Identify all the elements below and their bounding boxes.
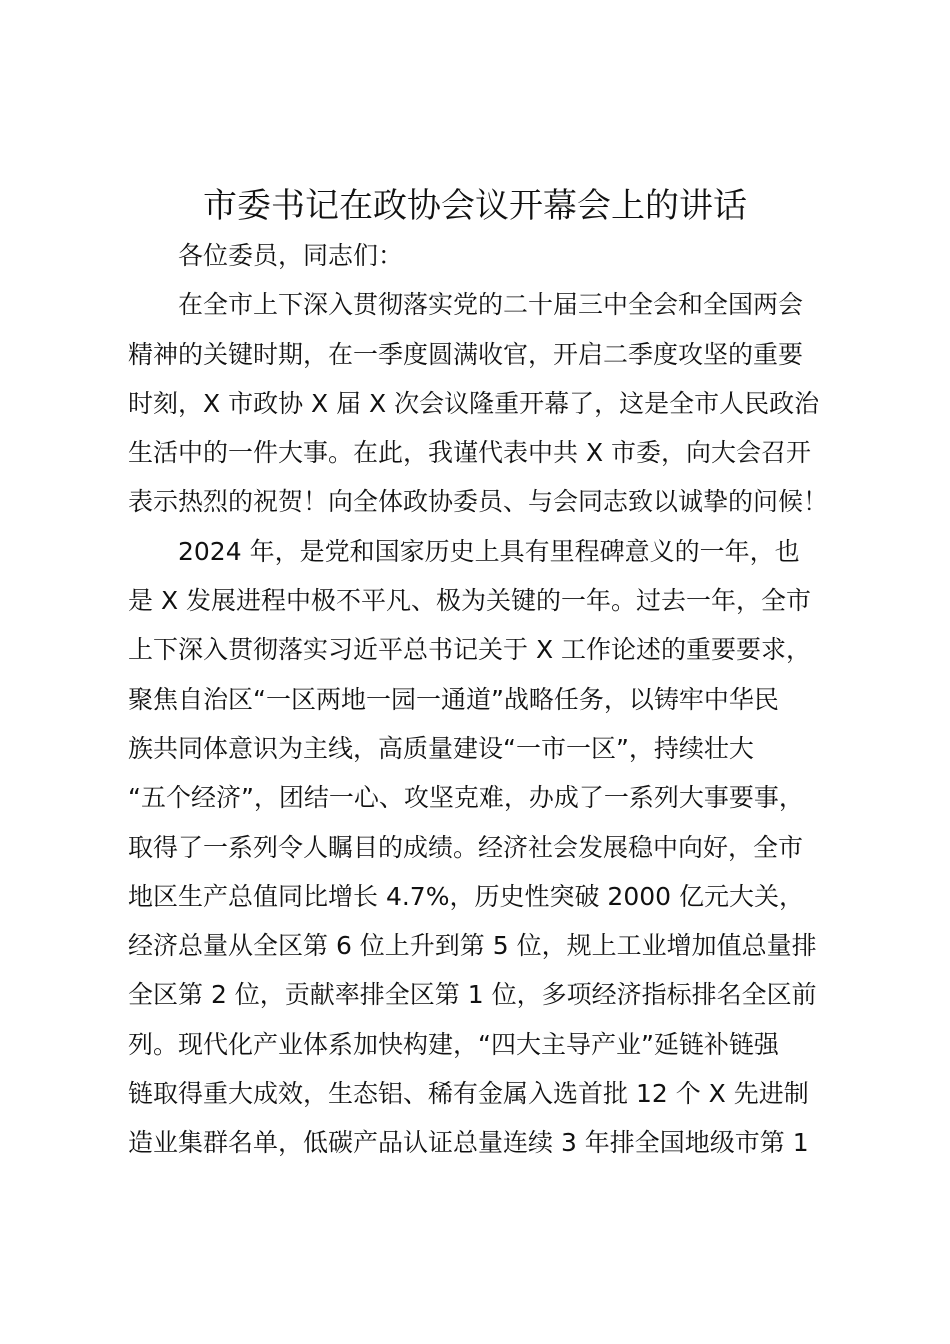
text-line: 取得了一系列令人瞩目的成绩。经济社会发展稳中向好，全市: [128, 832, 804, 862]
paragraph-2: [128, 527, 848, 1168]
text-line: 地区生产总值同比增长 4.7%，历史性突破 2000 亿元大关，: [128, 881, 804, 911]
salutation-text: 各位委员，同志们：: [178, 241, 404, 270]
text-line: “五个经济”，团结一心、攻坚克难，办成了一系列大事要事，: [128, 783, 804, 813]
text-line: 全区第 2 位，贡献率排全区第 1 位，多项经济指标排名全区前: [128, 980, 817, 1010]
document-title: 市委书记在政协会议开幕会上的讲话: [203, 186, 747, 226]
text-line: 族共同体意识为主线，高质量建设“一市一区”，持续壮大: [128, 733, 754, 763]
text-line: 表示热烈的祝贺！向全体政协委员、与会同志致以诚挚的问候！: [128, 487, 829, 517]
text-line: 列。现代化产业体系加快构建，“四大主导产业”延链补链强: [128, 1029, 779, 1059]
text-line: 时刻，X 市政协 X 届 X 次会议隆重开幕了，这是全市人民政治: [128, 388, 820, 418]
text-line: 造业集群名单，低碳产品认证总量连续 3 年排全国地级市第 1: [128, 1128, 809, 1158]
text-line: 生活中的一件大事。在此，我谨代表中共 X 市委，向大会召开: [128, 438, 812, 468]
text-line: 精神的关键时期，在一季度圆满收官，开启二季度攻坚的重要: [128, 339, 804, 369]
text-line: 是 X 发展进程中极不平凡、极为关键的一年。过去一年，全市: [128, 586, 812, 616]
text-line: 聚焦自治区“一区两地一园一通道”战略任务，以铸牢中华民: [128, 684, 779, 714]
text-line: 2024 年，是党和国家历史上具有里程碑意义的一年，也: [178, 536, 800, 566]
paragraph-1: [128, 280, 848, 526]
text-line: 经济总量从全区第 6 位上升到第 5 位，规上工业增加值总量排: [128, 931, 817, 961]
text-line: 上下深入贯彻落实习近平总书记关于 X 工作论述的重要要求，: [128, 635, 812, 665]
document-body: [128, 231, 848, 1168]
salutation: [128, 231, 848, 280]
text-line: 在全市上下深入贯彻落实党的二十届三中全会和全国两会: [178, 290, 804, 320]
text-line: 链取得重大成效，生态铝、稀有金属入选首批 12 个 X 先进制: [128, 1079, 809, 1109]
